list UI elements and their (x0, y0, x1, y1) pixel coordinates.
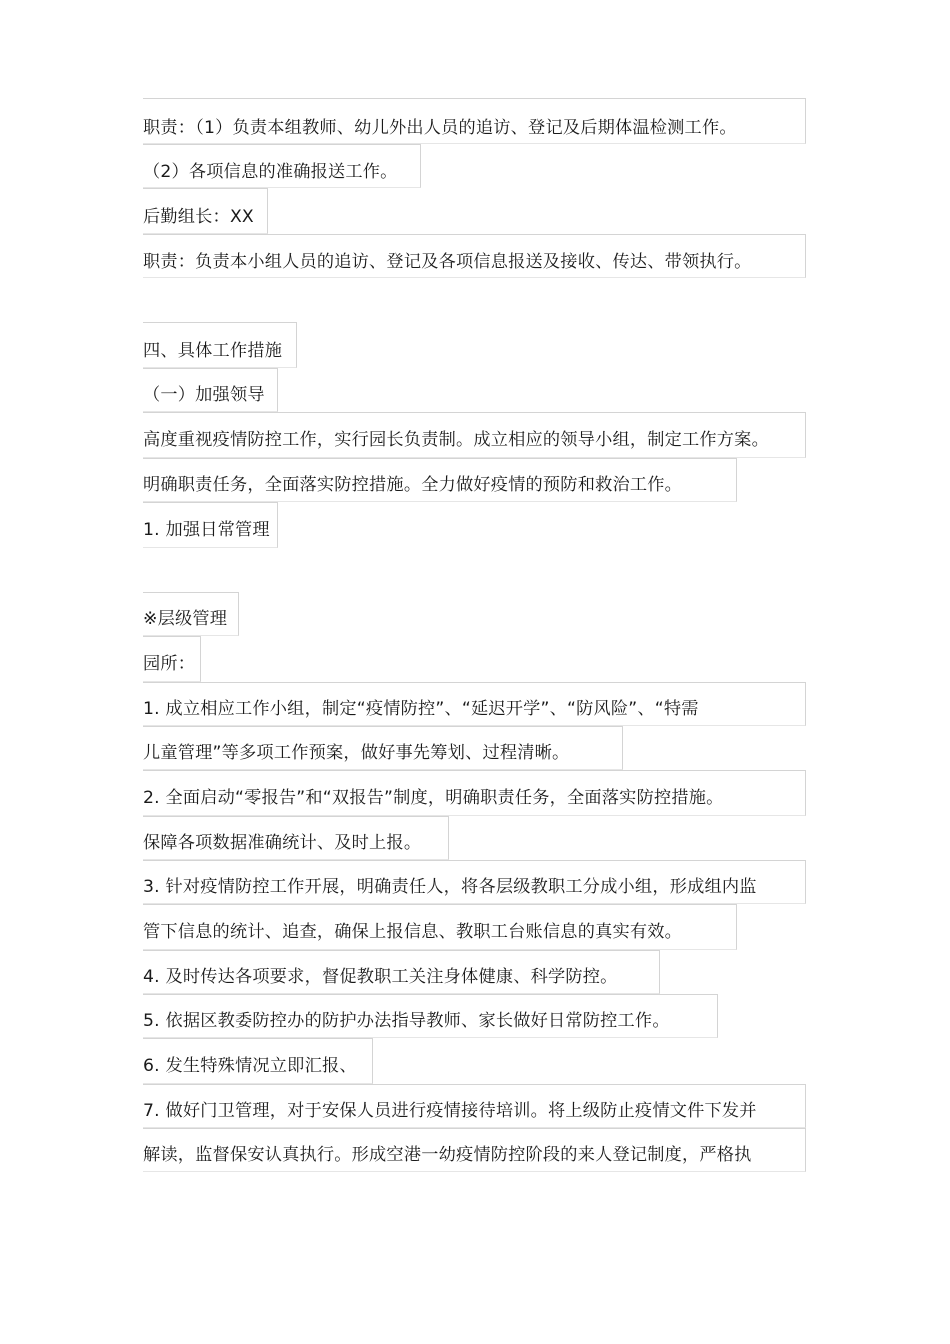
logistics-responsibility-line: 职责：负责本小组人员的追访、登记及各项信息报送及接收、传达、带领执行。 (143, 252, 752, 272)
logistics-leader-line: 后勤组长：XX (143, 207, 254, 227)
list-item-5: 5. 依据区教委防控办的防护办法指导教师、家长做好日常防控工作。 (143, 1011, 670, 1031)
list-item-4: 4. 及时传达各项要求，督促教职工关注身体健康、科学防控。 (143, 967, 618, 987)
responsibility-line-1: 职责：（1）负责本组教师、幼儿外出人员的追访、登记及后期体温检测工作。 (143, 118, 737, 138)
list-item-1-line-1: 1. 成立相应工作小组，制定“疫情防控”、“延迟开学”、“防风险”、“特需 (143, 699, 699, 719)
paragraph-line: 明确职责任务，全面落实防控措施。全力做好疫情的预防和救治工作。 (143, 475, 683, 495)
list-item-6: 6. 发生特殊情况立即汇报、 (143, 1056, 357, 1076)
subsection-heading-1: （一）加强领导 (143, 385, 265, 405)
subheading-level-management: ※层级管理 (143, 609, 228, 629)
item-heading: 1. 加强日常管理 (143, 520, 270, 540)
list-item-7-line-2: 解读，监督保安认真执行。形成空港一幼疫情防控阶段的来人登记制度，严格执 (143, 1145, 752, 1165)
section-heading-4: 四、具体工作措施 (143, 341, 283, 361)
paragraph-line: 高度重视疫情防控工作，实行园长负责制。成立相应的领导小组，制定工作方案。 (143, 430, 769, 450)
subheading-kindergarten: 园所： (143, 654, 196, 674)
responsibility-line-2: （2）各项信息的准确报送工作。 (143, 162, 398, 182)
list-item-2-line-2: 保障各项数据准确统计、及时上报。 (143, 833, 422, 853)
list-item-3-line-2: 管下信息的统计、追查，确保上报信息、教职工台账信息的真实有效。 (143, 922, 683, 942)
list-item-2-line-1: 2. 全面启动“零报告”和“双报告”制度，明确职责任务，全面落实防控措施。 (143, 788, 724, 808)
list-item-1-line-2: 儿童管理”等多项工作预案，做好事先筹划、过程清晰。 (143, 743, 570, 763)
list-item-3-line-1: 3. 针对疫情防控工作开展，明确责任人，将各层级教职工分成小组，形成组内监 (143, 877, 757, 897)
list-item-7-line-1: 7. 做好门卫管理，对于安保人员进行疫情接待培训。将上级防止疫情文件下发并 (143, 1101, 757, 1121)
